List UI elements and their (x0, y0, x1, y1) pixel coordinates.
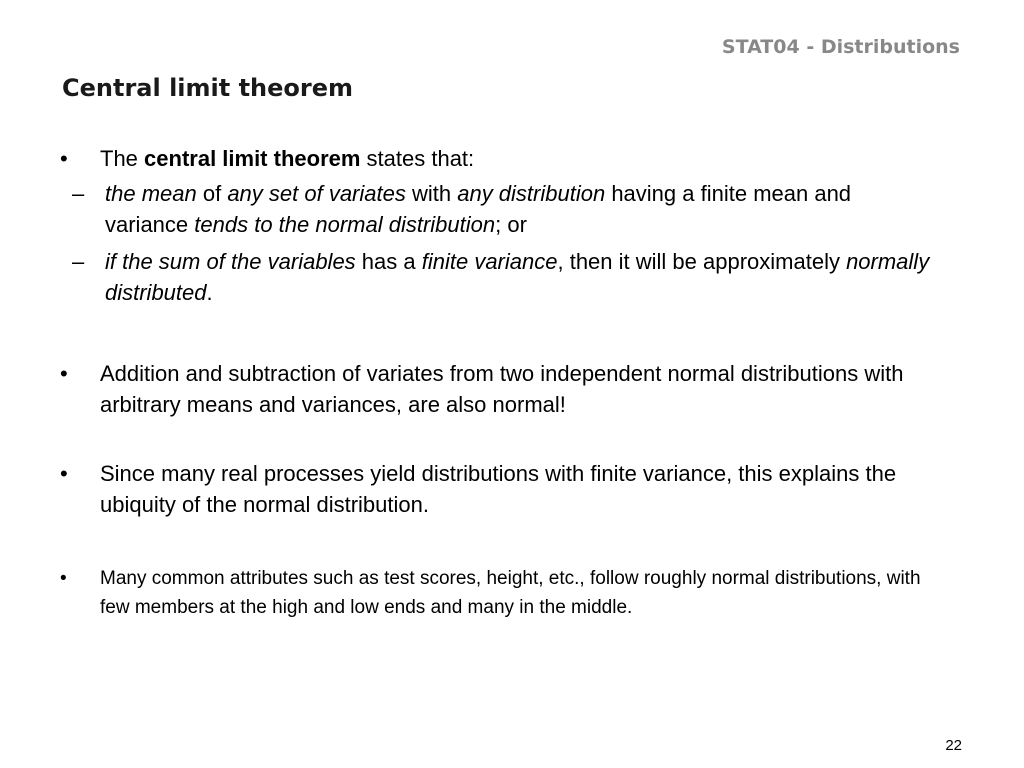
bullet-text: states that: (360, 146, 475, 171)
slide-title: Central limit theorem (62, 74, 354, 102)
italic-phrase: any distribution (457, 181, 606, 206)
dash-marker: – (72, 181, 85, 206)
text-fragment: with (405, 181, 458, 206)
text-fragment: ; or (495, 212, 527, 237)
course-header: STAT04 - Distributions (721, 36, 960, 58)
page-number: 22 (945, 737, 962, 754)
text-fragment: , then it will be approximately (557, 249, 847, 274)
italic-phrase: tends to the normal distribution (194, 212, 496, 237)
bullet-marker: • (60, 461, 68, 486)
bullet-text: Addition and subtraction of variates from two independent normal distributions with arbitrary means and variances, are also normal! (100, 361, 904, 417)
italic-phrase: finite variance (421, 249, 558, 274)
italic-phrase: normally distributed (105, 249, 930, 305)
sub-list (60, 178, 940, 308)
bold-term: central limit theorem (144, 146, 361, 171)
bullet-marker: • (60, 146, 68, 171)
text-fragment: having a finite mean and variance (105, 181, 852, 237)
bullet-text: The (100, 146, 145, 171)
bullet-text: Since many real processes yield distributions with finite variance, this explains the ubiquity of the normal distribution. (100, 461, 897, 517)
dash-marker: – (72, 249, 85, 274)
bullet-common-attributes (60, 564, 940, 622)
bullet-addition-subtraction (60, 358, 940, 420)
bullet-ubiquity (60, 458, 940, 520)
text-fragment: of (196, 181, 228, 206)
bullet-marker: • (60, 568, 67, 589)
text-fragment: has a (355, 249, 422, 274)
bullet-marker: • (60, 361, 68, 386)
sub-item-sum (60, 246, 940, 308)
bullet-clt-definition (60, 143, 940, 174)
bullet-text: Many common attributes such as test scores, height, etc., follow roughly normal distributions, with few members at the high and low ends and many in the middle. (100, 568, 921, 618)
italic-phrase: the mean (105, 181, 197, 206)
italic-phrase: if the sum of the variables (105, 249, 356, 274)
italic-phrase: any set of variates (227, 181, 406, 206)
sub-item-mean (60, 178, 940, 240)
slide-content (60, 143, 940, 622)
text-fragment: . (206, 280, 213, 305)
